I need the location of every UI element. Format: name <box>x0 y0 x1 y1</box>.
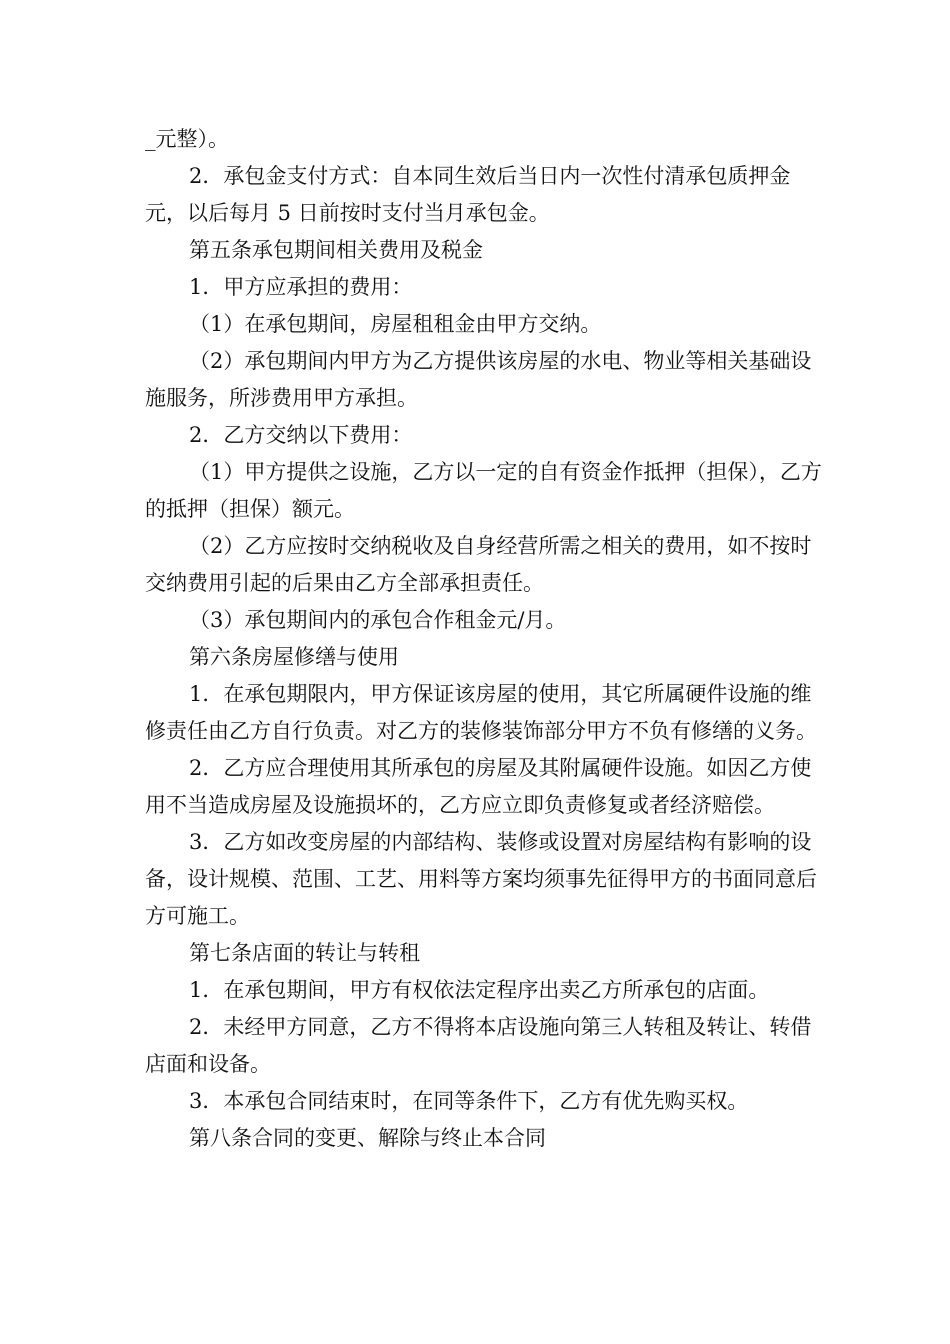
document-body <box>145 121 825 1157</box>
paragraph-continuation: _元整）。 <box>145 127 229 151</box>
paragraph-5-2-3: （3）承包期间内的承包合作租金元/月。 <box>189 608 567 632</box>
article-8-heading: 第八条合同的变更、解除与终止本合同 <box>189 1126 546 1150</box>
paragraph-5-1-1: （1）在承包期间，房屋租租金由甲方交纳。 <box>189 312 602 336</box>
paragraph-7-3: 3．本承包合同结束时，在同等条件下，乙方有优先购买权。 <box>189 1089 749 1113</box>
paragraph-7-2: 2．未经甲方同意，乙方不得将本店设施向第三人转租及转让、转借店面和设备。 <box>145 1015 812 1076</box>
paragraph-6-2: 2．乙方应合理使用其所承包的房屋及其附属硬件设施。如因乙方使用不当造成房屋及设施损坏的，乙方应立即负责修复或者经济赔偿。 <box>145 756 812 817</box>
paragraph-6-3: 3．乙方如改变房屋的内部结构、装修或设置对房屋结构有影响的设备，设计规模、范围、工艺、用料等方案均须事先征得甲方的书面同意后方可施工。 <box>145 830 817 928</box>
article-6-heading: 第六条房屋修缮与使用 <box>189 645 399 669</box>
paragraph-6-1: 1．在承包期限内，甲方保证该房屋的使用，其它所属硬件设施的维修责任由乙方自行负责。对乙方的装修装饰部分甲方不负有修缮的义务。 <box>145 682 817 743</box>
article-7-heading: 第七条店面的转让与转租 <box>189 941 420 965</box>
paragraph-5-2-1: （1）甲方提供之设施，乙方以一定的自有资金作抵押（担保），乙方的抵押（担保）额元。 <box>145 460 822 521</box>
article-5-heading: 第五条承包期间相关费用及税金 <box>189 238 483 262</box>
paragraph-payment-method: 2．承包金支付方式：自本同生效后当日内一次性付清承包质押金元，以后每月 5 日前按时支付当月承包金。 <box>145 164 791 225</box>
paragraph-5-1-2: （2）承包期间内甲方为乙方提供该房屋的水电、物业等相关基础设施服务，所涉费用甲方承担。 <box>145 349 812 410</box>
paragraph-5-2-2: （2）乙方应按时交纳税收及自身经营所需之相关的费用，如不按时交纳费用引起的后果由乙方全部承担责任。 <box>145 534 812 595</box>
paragraph-7-1: 1．在承包期间，甲方有权依法定程序出卖乙方所承包的店面。 <box>189 978 770 1002</box>
paragraph-5-2: 2．乙方交纳以下费用： <box>189 423 413 447</box>
paragraph-5-1: 1．甲方应承担的费用： <box>189 275 413 299</box>
